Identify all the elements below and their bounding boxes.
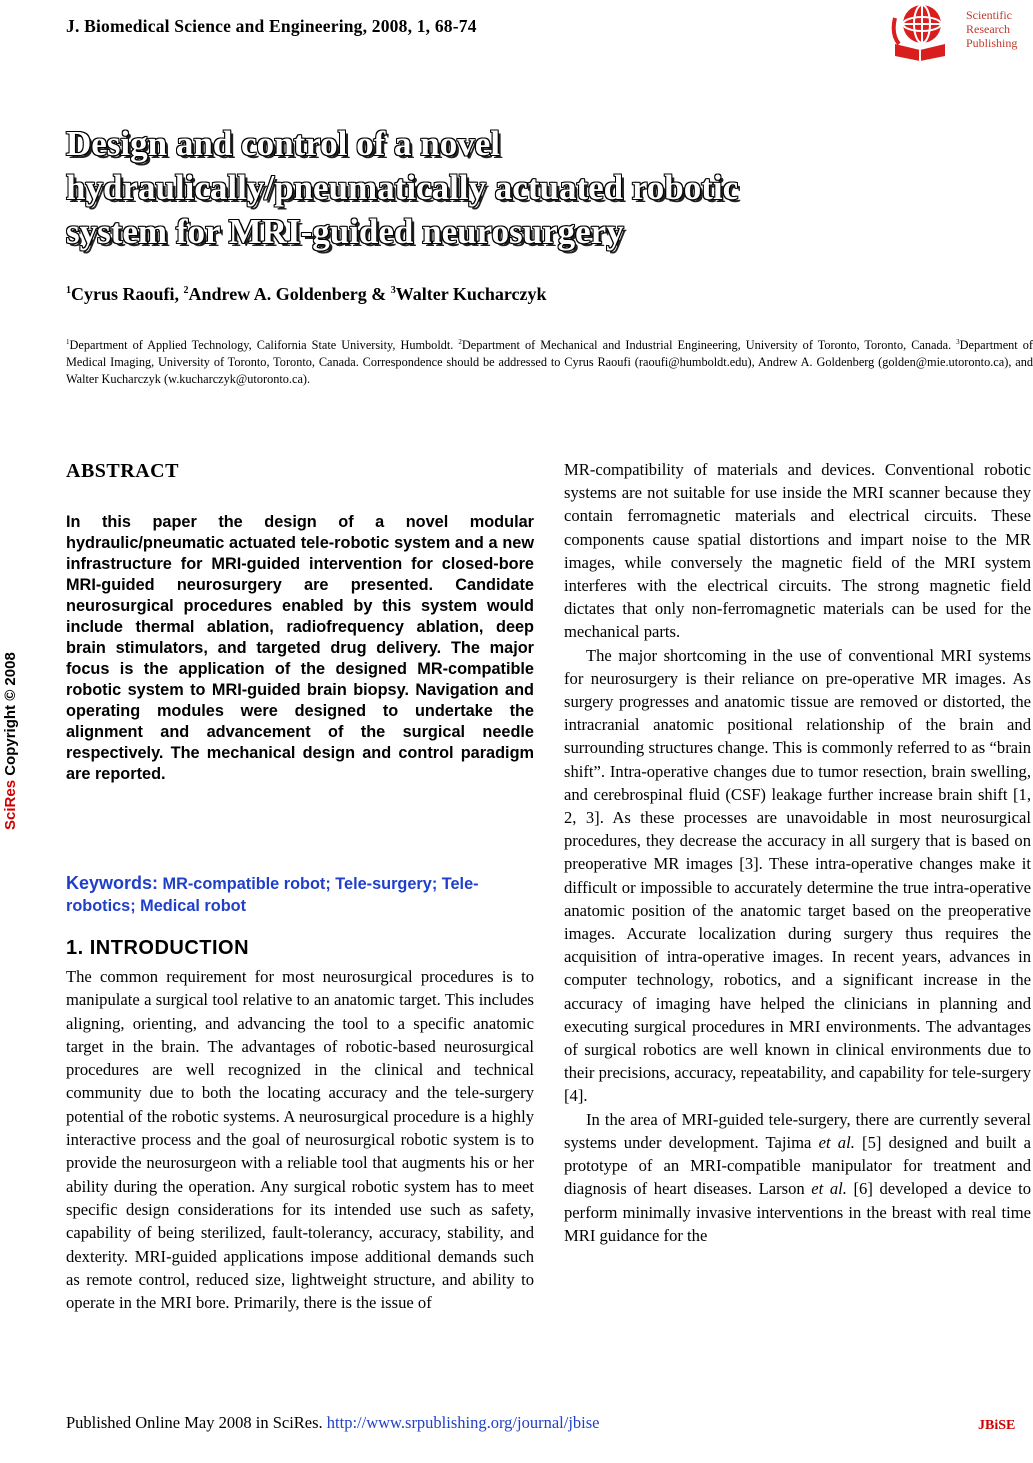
body-paragraph: The major shortcoming in the use of conventional MRI systems for neurosurgery is their reliance on pre-operative MR images. As surgery progresses and anatomic tissue are removed or distorted, the intracranial anatomic positional relationship of the brain and surrounding structures change. This is commonly referred to as “brain shift”. Intra-operative changes due to tumor resection, brain swelling, and cerebrospinal fluid (CSF) leakage further increase brain shift [1, 2, 3]. As these processes are unavoidable in most neurosurgical procedures, they decrease the accuracy in all surgery that is based on preoperative MR images [3]. These intra-operative changes make it difficult or impossible to accurately determine the true intra-operative anatomic position of the anatomic target based on the preoperative images. Accurate localization during surgery thus requires the acquisition of intra-operative images. In recent years, advances in computer technology, robotics, and a significant increase in the accuracy of imaging have helped the clinicians in planning and executing surgical procedures in MRI environments. The advantages of surgical robotics are well known in clinical environments due to their precisions, accuracy, repeatability, and capability for tele-surgery [4].: [564, 645, 1031, 1106]
keywords-text: MR-compatible robot; Tele-surgery; Tele-robotics; Medical robot: [66, 875, 479, 915]
title-line: system for MRI-guided neurosurgery: [66, 212, 624, 251]
journal-url-link[interactable]: http://www.srpublishing.org/journal/jbise: [326, 1413, 600, 1432]
right-column: [564, 458, 1031, 1247]
abstract-heading: ABSTRACT: [66, 460, 179, 482]
journal-header: J. Biomedical Science and Engineering, 2008, 1, 68-74: [66, 16, 477, 36]
introduction-paragraph: The common requirement for most neurosurgical procedures is to manipulate a surgical tool relative to an anatomic target. This includes aligning, orienting, and advancing the tool to a specific anatomic target in the brain. The advantages of robotic-based neurosurgical procedures are well recognized in the clinical and technical community due to both the locating accuracy and the tele-surgery potential of the robotic systems. A neurosurgical procedure is a highly interactive process and the goal of neurosurgical robotic system is to provide the neurosurgeon with a reliable tool that augments his or her ability during the operation. Any surgical robotic system has to meet specific design considerations for its intended use such as safety, capability of being sterilized, fault-tolerancy, accuracy, stability, and dexterity. MRI-guided applications impose additional demands such as remote control, reduced size, lightweight structure, and ability to operate in the MRI bore. Primarily, there is the issue of: [66, 967, 534, 1313]
author-name: Andrew A. Goldenberg &: [188, 284, 391, 304]
paper-title: [66, 122, 996, 254]
affiliations: $^1$Department of Applied Technology, California State University, Humboldt. $^2$Department of Mechanical and Industrial Engineering, University of Toronto, Toronto, Canada. $^3$Department of Medical Imaging, University of Toronto, Toronto, Canada. Correspondence should be addressed to Cyrus Raoufi (raoufi@humboldt.edu), Andrew A. Goldenberg (golden@mie.utoronto.ca), and Walter Kucharczyk (w.kucharczyk@utoronto.ca).: [66, 338, 1033, 387]
author-list: $^1$Cyrus Raoufi, $^2$Andrew A. Goldenberg & $^3$Walter Kucharczyk: [66, 284, 547, 304]
body-paragraph: In the area of MRI-guided tele-surgery, there are currently several systems under development. Tajima et al. [5] designed and built a prototype of an MRI-compatible manipulator for treatment and diagnosis of heart diseases. Larson et al. [6] developed a device to perform minimally invasive interventions in the breast with real time MRI guidance for the: [564, 1109, 1031, 1245]
journal-abbreviation: JBiSE: [978, 1418, 1016, 1433]
title-line: hydraulically/pneumatically actuated robotic: [66, 168, 739, 207]
author-name: Walter Kucharczyk: [395, 284, 547, 304]
author-name: Cyrus Raoufi,: [71, 284, 184, 304]
copyright-stripe: SciRes Copyright © 2008: [2, 652, 19, 830]
keywords-label: Keywords:: [66, 873, 159, 893]
body-paragraph: MR-compatibility of materials and devices. Conventional robotic systems are not suitable for use inside the MRI scanner because they contain ferromagnetic materials and electrical circuits. These components cause spatial distortions and impart noise to the MR images, while conversely the magnetic field of the MRI system interferes with the electrical circuits. The strong magnetic field dictates that only non-ferromagnetic materials can be used for the mechanical parts.: [564, 460, 1031, 642]
title-line: Design and control of a novel: [66, 124, 500, 163]
abstract-body: In this paper the design of a novel modular hydraulic/pneumatic actuated tele-robotic system and a new infrastructure for MRI-guided intervention for closed-bore MRI-guided neurosurgery are presented. Candidate neurosurgical procedures enabled by this system would include thermal ablation, radiofrequency ablation, deep brain stimulators, and targeted drug delivery. The major focus is the application of the designed MR-compatible robotic system to MRI-guided brain biopsy. Navigation and operating modules were designed to undertake the alignment and advancement of the surgical needle respectively. The mechanical design and control paradigm are reported.: [66, 513, 534, 783]
introduction-heading: 1. INTRODUCTION: [66, 937, 250, 959]
keywords: [66, 872, 534, 917]
publisher-name: Scientific Research Publishing: [966, 8, 1018, 50]
footer: Published Online May 2008 in SciRes. http://www.srpublishing.org/journal/jbise: [66, 1413, 600, 1432]
globe-book-logo-icon: [889, 0, 951, 62]
